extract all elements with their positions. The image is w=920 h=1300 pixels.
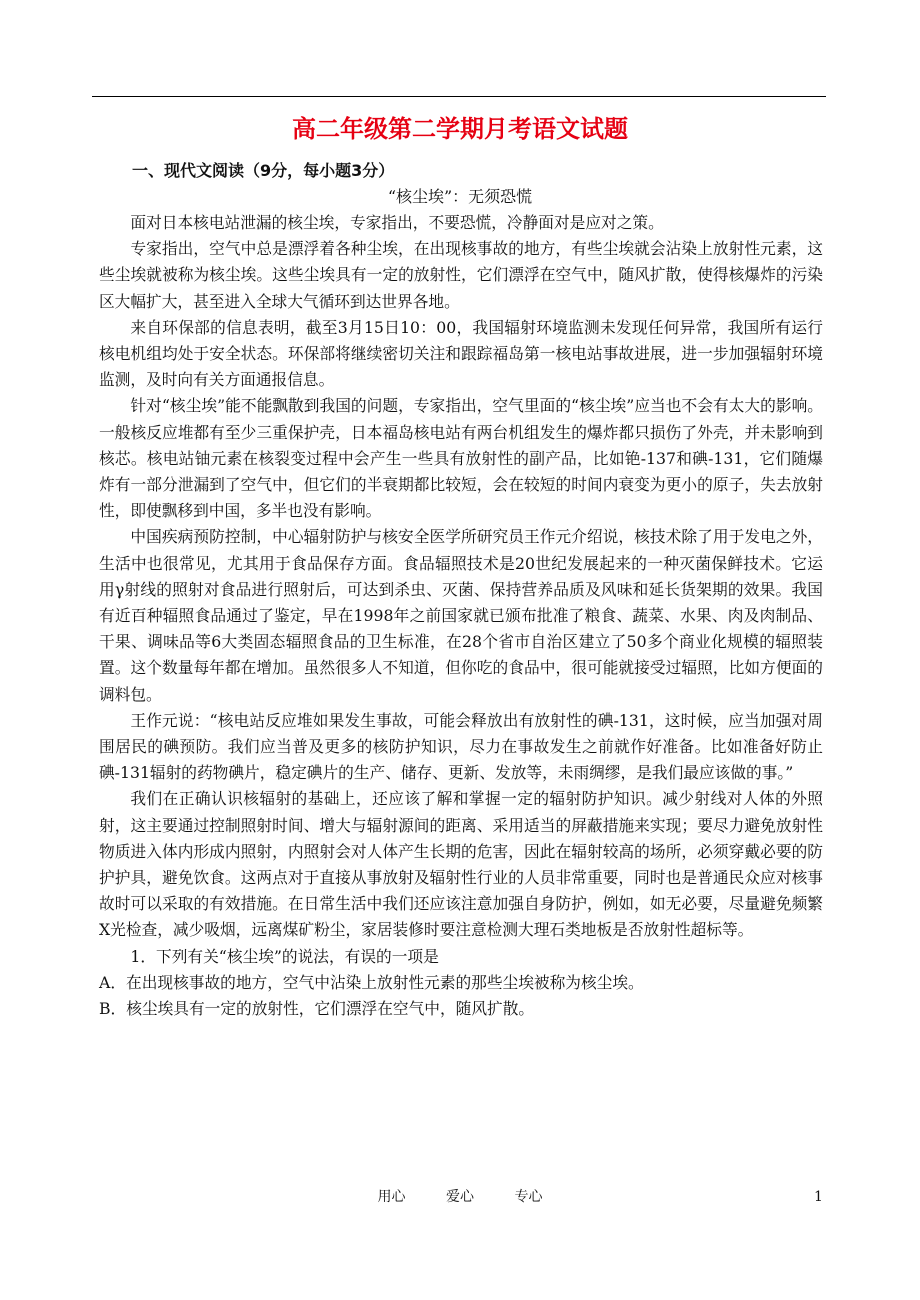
footer-word: 专心 (514, 1189, 543, 1205)
footer (0, 1187, 920, 1207)
paragraph: 针对“核尘埃”能不能飘散到我国的问题，专家指出，空气里面的“核尘埃”应当也不会有太大的影响。一般核反应堆都有至少三重保护壳，日本福岛核电站有两台机组发生的爆炸都只损伤了外壳，并未影响到核芯。核电站铀元素在核裂变过程中会产生一些具有放射性的副产品，比如铯-137和碘-131，它们随爆炸有一部分泄漏到了空气中，但它们的半衰期都比较短，会在较短的时间内衰变为更小的原子，失去放射性，即使飘移到中国，多半也没有影响。 (99, 396, 823, 521)
article-title: “核尘埃”：无须恐慌 (387, 187, 533, 206)
header-rule (92, 96, 826, 97)
section-heading: 一、现代文阅读（9分，每小题3分） (132, 161, 395, 180)
paragraph: 中国疾病预防控制，中心辐射防护与核安全医学所研究员王作元介绍说，核技术除了用于发电之外，生活中也很常见，尤其用于食品保存方面。食品辐照技术是20世纪发展起来的一种灭菌保鲜技术。它运用γ射线的照射对食品进行照射后，可达到杀虫、灭菌、保持营养品质及风味和延长货架期的效果。我国有近百种辐照食品通过了鉴定，早在1998年之前国家就已颁布批准了粮食、蔬菜、水果、肉及肉制品、干果、调味品等6大类固态辐照食品的卫生标准，在28个省市自治区建立了50多个商业化规模的辐照装置。这个数量每年都在增加。虽然很多人不知道，但你吃的食品中，很可能就接受过辐照，比如方便面的调料包。 (99, 527, 823, 704)
page-number: 1 (814, 1189, 823, 1205)
paragraph: 专家指出，空气中总是漂浮着各种尘埃，在出现核事故的地方，有些尘埃就会沾染上放射性元素，这些尘埃就被称为核尘埃。这些尘埃具有一定的放射性，它们漂浮在空气中，随风扩散，使得核爆炸的污染区大幅扩大，甚至进入全球大气循环到达世界各地。 (99, 239, 823, 311)
paragraph: 面对日本核电站泄漏的核尘埃，专家指出，不要恐慌，冷静面对是应对之策。 (130, 213, 664, 232)
article-body (99, 210, 823, 1022)
footer-word: 爱心 (446, 1189, 474, 1205)
option-a: A．在出现核事故的地方，空气中沾染上放射性元素的那些尘埃被称为核尘埃。 (99, 972, 644, 992)
footer-word: 用心 (377, 1189, 406, 1205)
page-title: 高二年级第二学期月考语文试题 (292, 115, 628, 143)
paragraph: 来自环保部的信息表明，截至3月15日10：00，我国辐射环境监测未发现任何异常，我国所有运行核电机组均处于安全状态。环保部将继续密切关注和跟踪福岛第一核电站事故进展，进一步加强辐射环境监测，及时向有关方面通报信息。 (99, 317, 823, 390)
paragraph: 王作元说：“核电站反应堆如果发生事故，可能会释放出有放射性的碘-131，这时候，应当加强对周围居民的碘预防。我们应当普及更多的核防护知识，尽力在事故发生之前就作好准备。比如准备好防止碘-131辐射的药物碘片，稳定碘片的生产、储存、更新、发放等，未雨绸缪，是我们最应该做的事。” (99, 710, 823, 783)
paragraph: 我们在正确认识核辐射的基础上，还应该了解和掌握一定的辐射防护知识。减少射线对人体的外照射，这主要通过控制照射时间、增大与辐射源间的距离、采用适当的屏蔽措施来实现；要尽力避免放射性物质进入体内形成内照射，内照射会对人体产生长期的危害，因此在辐射较高的场所，必须穿戴必要的防护护具，避免饮食。这两点对于直接从事放射及辐射性行业的人员非常重要，同时也是普通民众应对核事故时可以采取的有效措施。在日常生活中我们还应该注意加强自身防护，例如，如无必要，尽量避免频繁X光检查，减少吸烟，远离煤矿粉尘，家居装修时要注意检测大理石类地板是否放射性超标等。 (99, 789, 823, 940)
question-1: 1．下列有关“核尘埃”的说法，有误的一项是 (130, 946, 439, 966)
option-b: B．核尘埃具有一定的放射性，它们漂浮在空气中，随风扩散。 (99, 999, 535, 1019)
